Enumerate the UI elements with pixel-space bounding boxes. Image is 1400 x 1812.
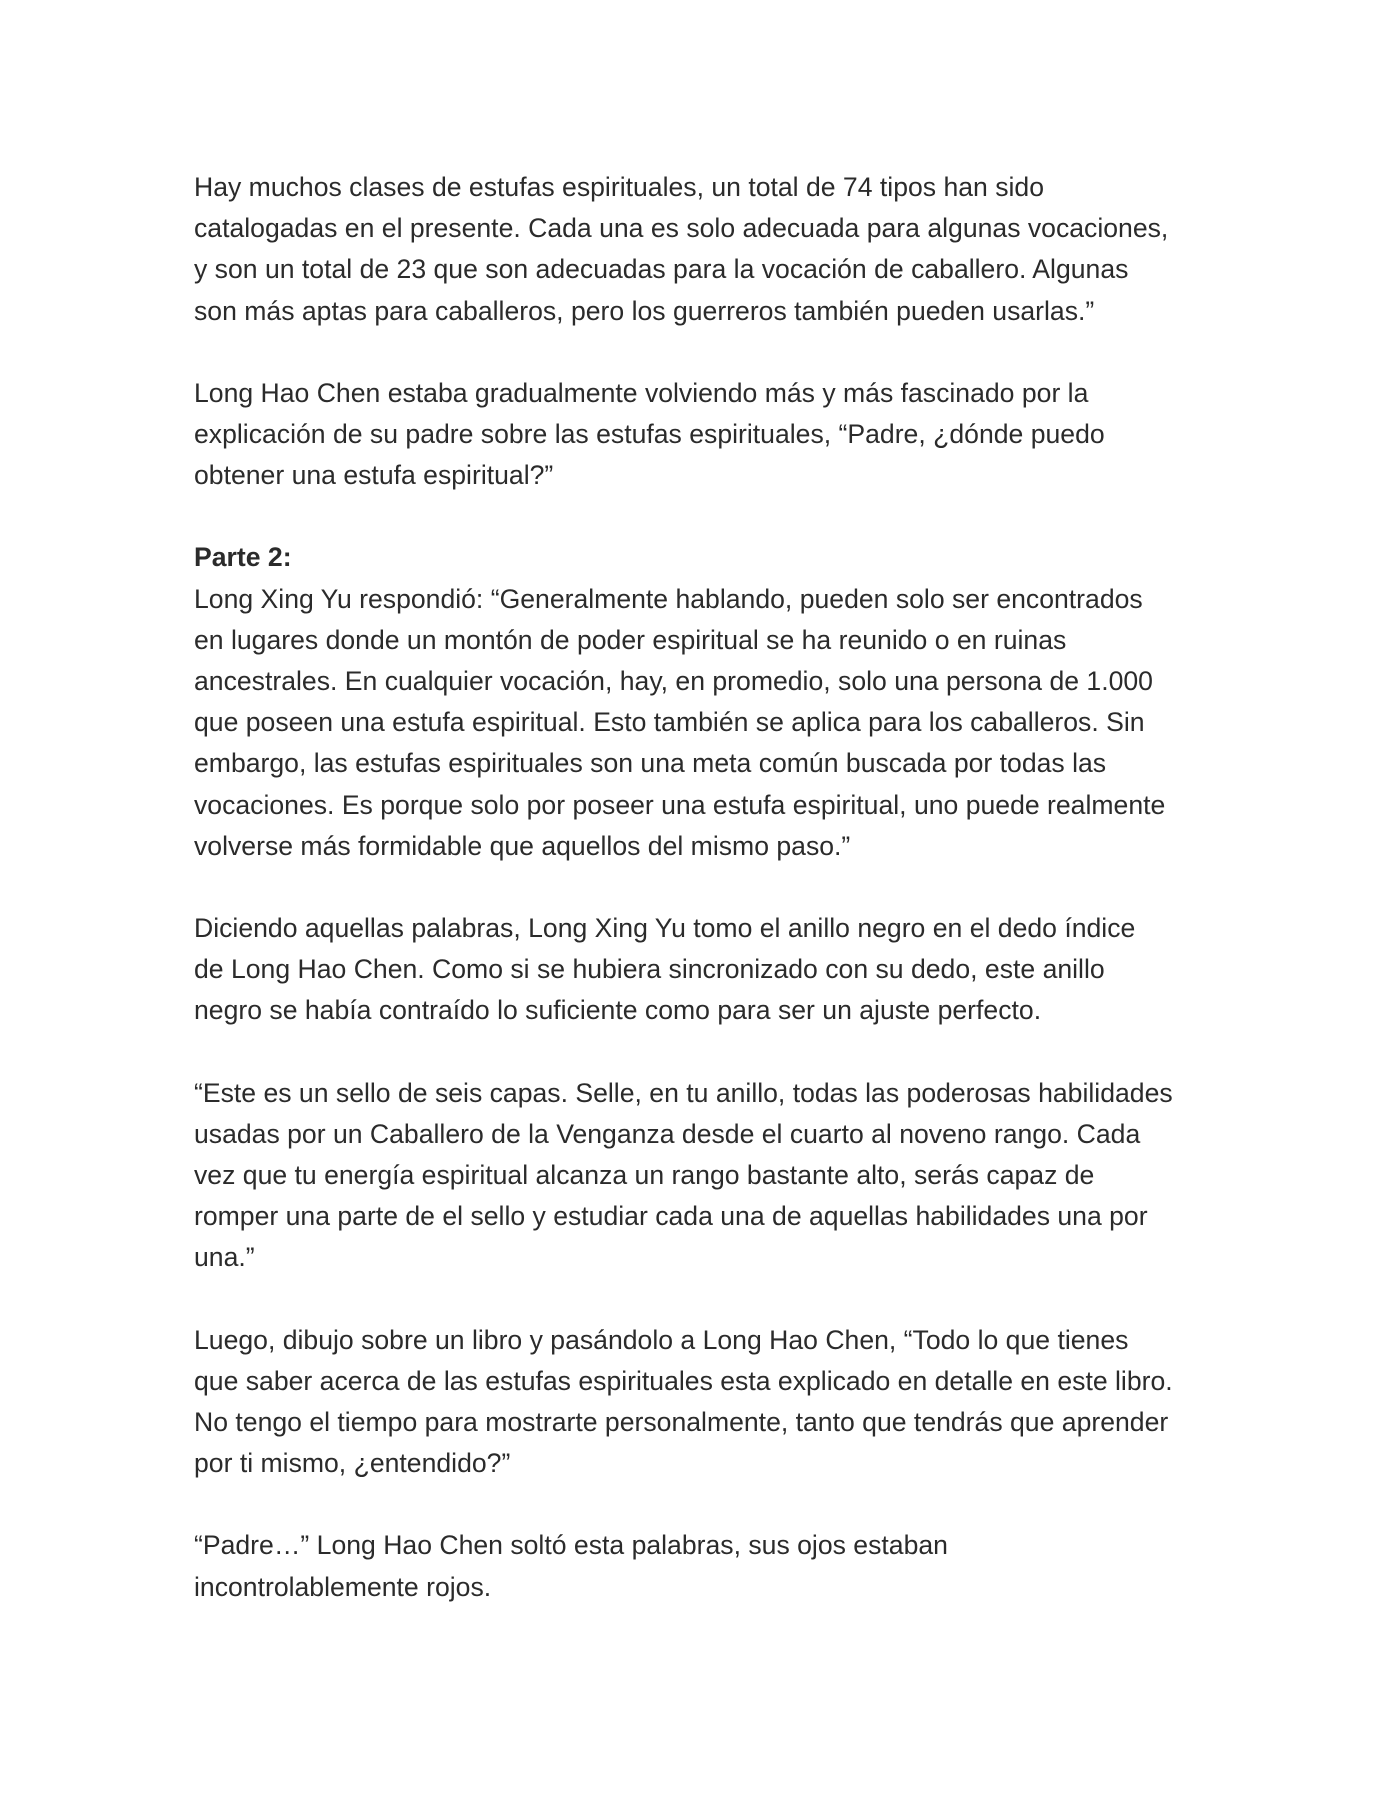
paragraph-anillo: Diciendo aquellas palabras, Long Xing Yu tomo el anillo negro en el dedo índice de Long Hao Chen. Como si se hubiera sincronizado con su dedo, este anillo negro se había contraído lo suficiente como para ser un ajuste perfecto. xyxy=(194,913,1136,1026)
paragraph-libro: Luego, dibujo sobre un libro y pasándolo a Long Hao Chen, “Todo lo que tienes que saber acerca de las estufas espirituales esta explicado en detalle en este libro. No tengo el tiempo para mostrarte personalmente, tanto que tendrás que aprender por ti mismo, ¿entendido?” xyxy=(194,1324,1173,1479)
paragraph-estufas-tipos: Hay muchos clases de estufas espirituales, un total de 74 tipos han sido catalogadas en el presente. Cada una es solo adecuada para algunas vocaciones, y son un total de 23 que son adecuadas para la vocación de caballero. Algunas son más aptas para caballeros, pero los guerreros también pueden usarlas.” xyxy=(194,172,1169,326)
section-heading: Parte 2: xyxy=(194,542,292,573)
paragraph-sello: “Este es un sello de seis capas. Selle, en tu anillo, todas las poderosas habilidades usadas por un Caballero de la Venganza desde el cuarto al noveno rango. Cada vez que tu energía espiritual alcanza un rango bastante alto, serás capaz de romper una parte de el sello y estudiar cada una de aquellas habilidades una por una.” xyxy=(194,1077,1173,1273)
paragraph-respondio: Long Xing Yu respondió: “Generalmente hablando, pueden solo ser encontrados en lugares donde un montón de poder espiritual se ha reunido o en ruinas ancestrales. En cualquier vocación, hay, en promedio, solo una persona de 1.000 que poseen una estufa espiritual. Esto también se aplica para los caballeros. Sin embargo, las estufas espirituales son una meta común buscada por todas las vocaciones. Es porque solo por poseer una estufa espiritual, uno puede realmente volverse más formidable que aquellos del mismo paso.” xyxy=(194,583,1166,861)
document-body xyxy=(194,167,1224,1649)
paragraph-fascinado: Long Hao Chen estaba gradualmente volviendo más y más fascinado por la explicación de su padre sobre las estufas espirituales, “Padre, ¿dónde puedo obtener una estufa espiritual?” xyxy=(194,377,1105,491)
paragraph-padre: “Padre…” Long Hao Chen soltó esta palabras, sus ojos estaban incontrolablemente rojos. xyxy=(194,1530,948,1602)
